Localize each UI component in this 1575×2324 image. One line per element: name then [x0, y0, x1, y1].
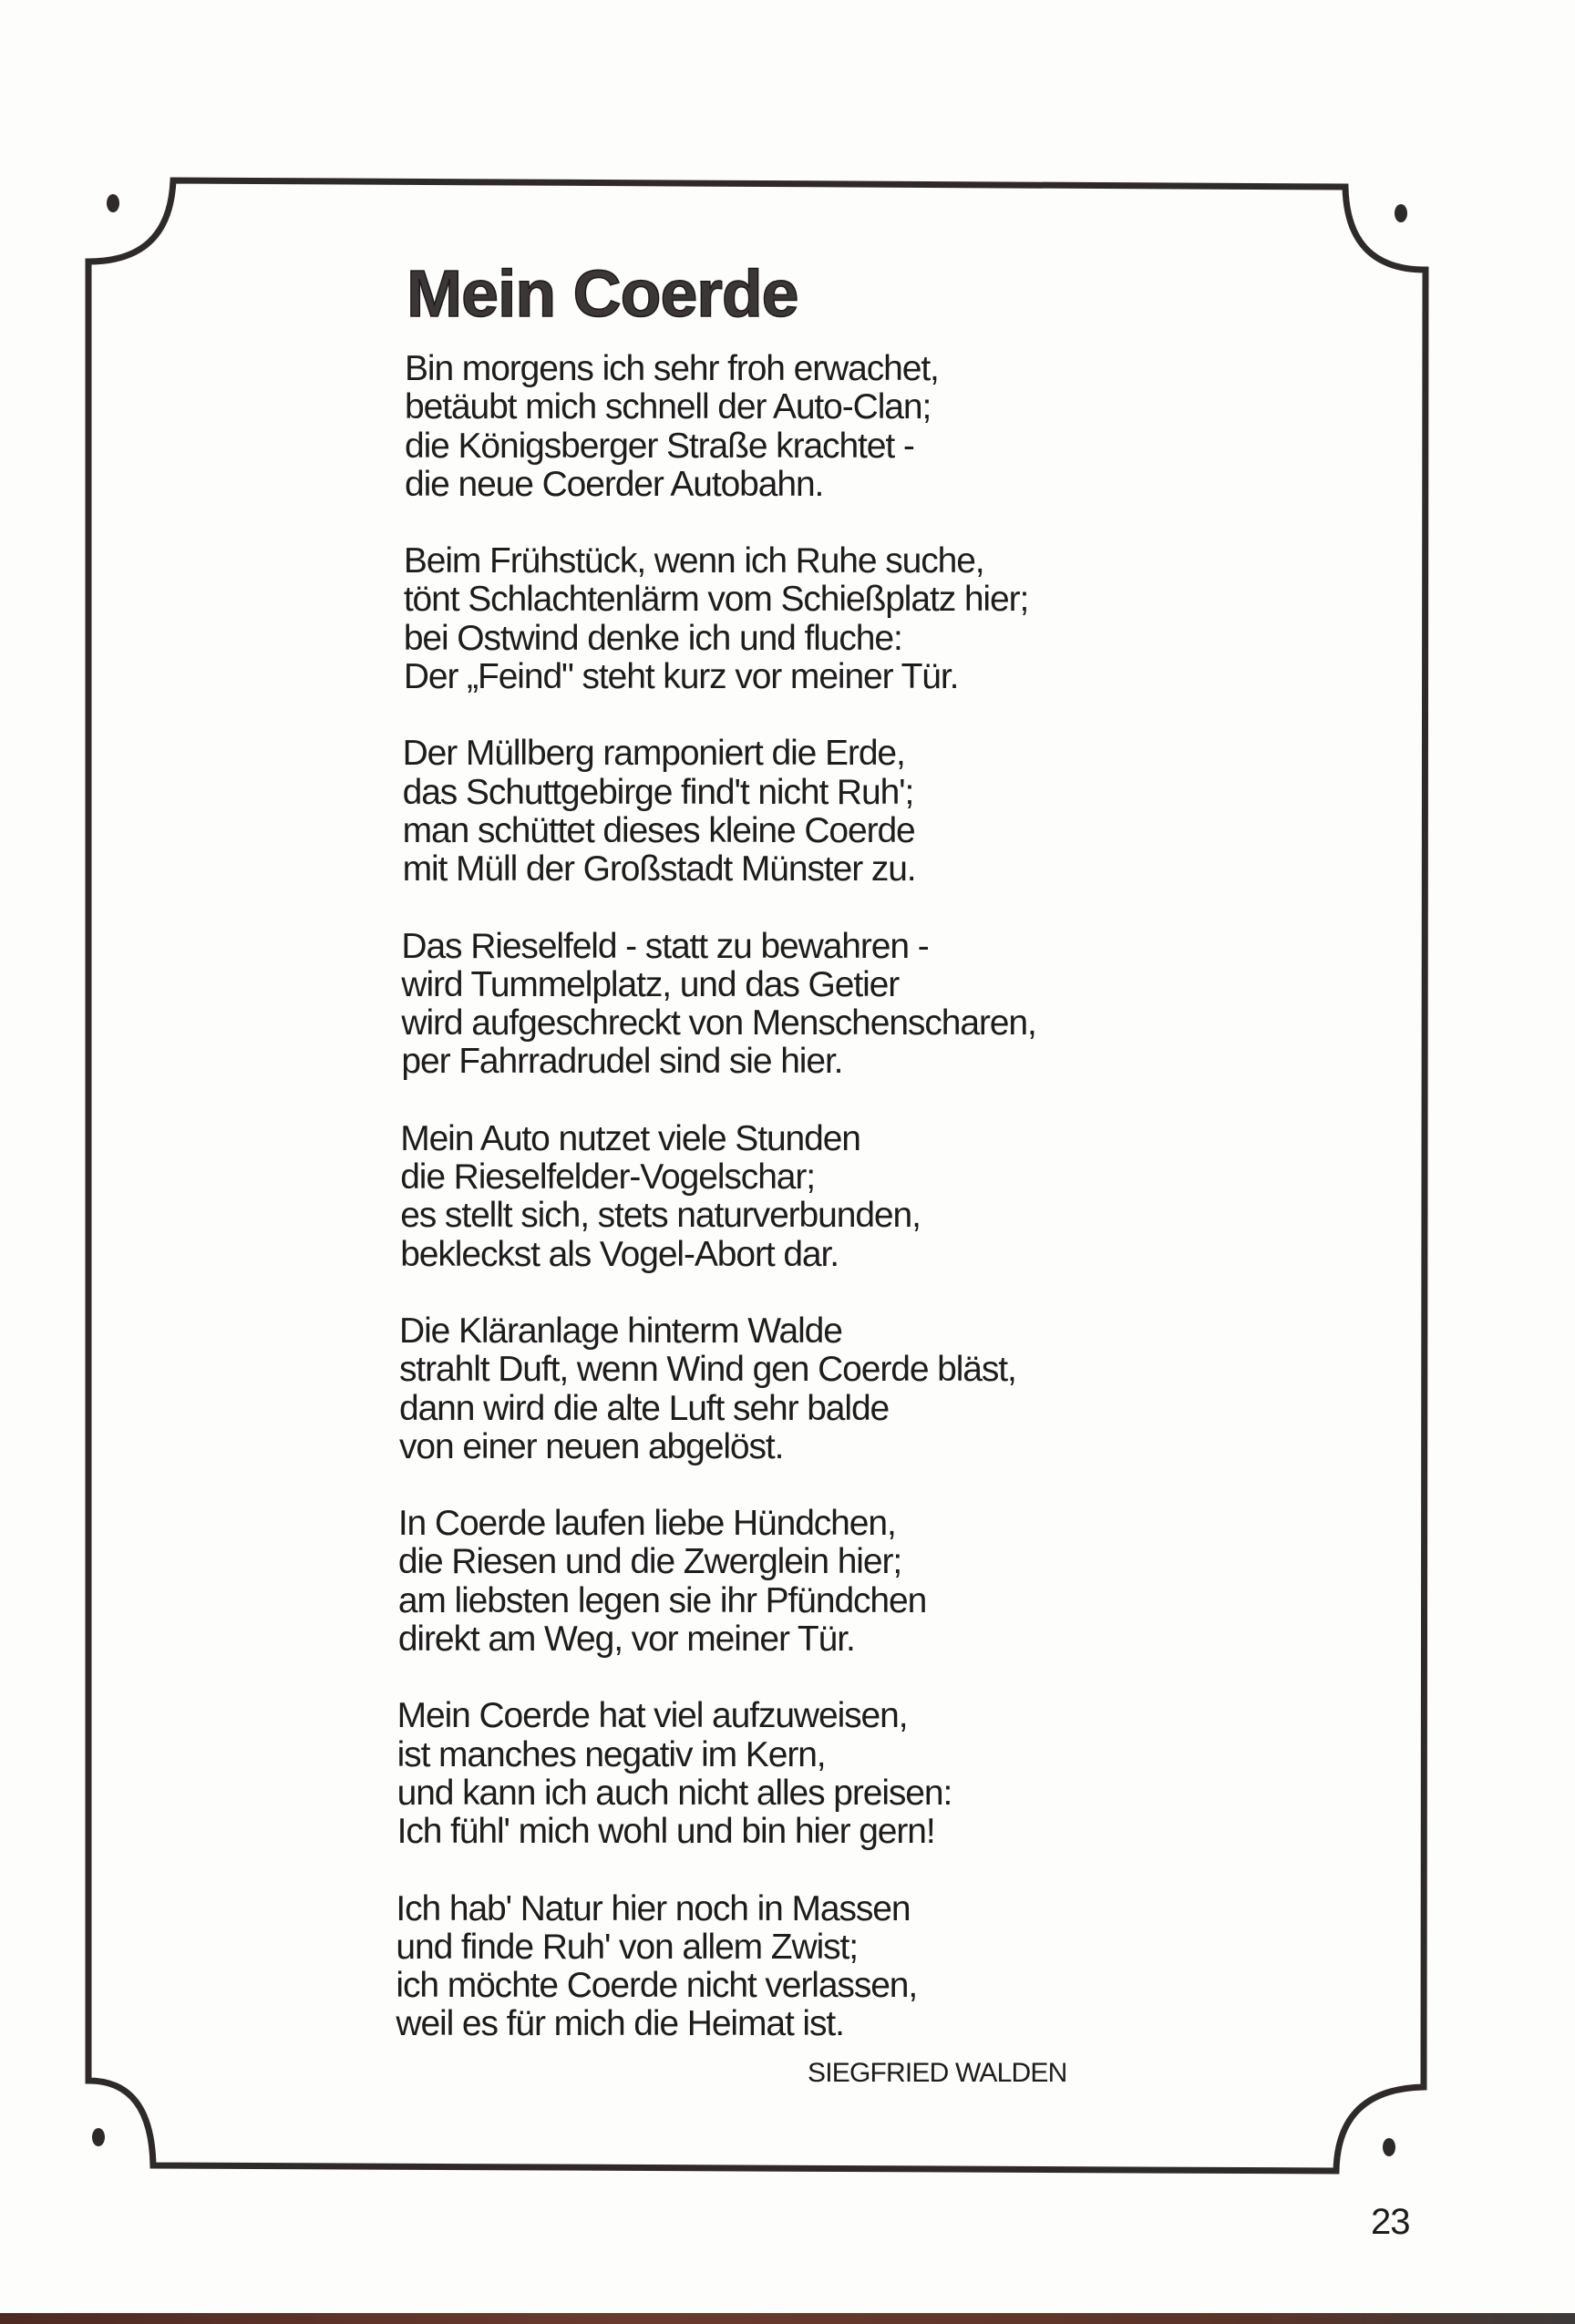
- poem-line: mit Müll der Großstadt Münster zu.: [402, 849, 916, 889]
- poem-line: Mein Coerde hat viel aufzuweisen,: [396, 1696, 908, 1736]
- corner-dot-bottom-right: [1383, 2138, 1395, 2156]
- stanza: [405, 350, 1225, 504]
- poem-line: die Riesen und die Zwerglein hier;: [397, 1542, 902, 1582]
- poem-line: wird Tummelplatz, und das Getier: [401, 964, 900, 1004]
- poem-author: SIEGFRIED WALDEN: [808, 2058, 1067, 2088]
- poem-line: das Schuttgebirge find't nicht Ruh';: [402, 772, 914, 812]
- poem-line: In Coerde laufen liebe Hündchen,: [397, 1504, 896, 1544]
- poem-body: [396, 349, 1225, 2082]
- corner-dot-top-right: [1395, 204, 1407, 222]
- poem-line: bekleckst als Vogel-Abort dar.: [400, 1234, 839, 1274]
- poem-line: betäubt mich schnell der Auto-Clan;: [405, 387, 932, 427]
- poem-line: wird aufgeschreckt von Menschenscharen,: [401, 1003, 1036, 1044]
- poem-line: Der „Feind" steht kurz vor meiner Tür.: [403, 657, 959, 697]
- scan-edge-bar: [0, 2313, 1575, 2324]
- stanza: [400, 1118, 1225, 1274]
- poem-line: die Rieselfelder-Vogelschar;: [400, 1157, 815, 1198]
- poem-line: und finde Ruh' von allem Zwist;: [396, 1927, 859, 1967]
- poem-line: Der Müllberg ramponiert die Erde,: [402, 734, 905, 774]
- stanza: [401, 926, 1225, 1082]
- poem-line: von einer neuen abgelöst.: [399, 1426, 784, 1466]
- poem-line: weil es für mich die Heimat ist.: [396, 2004, 844, 2044]
- poem-line: Ich fühl' mich wohl und bin hier gern!: [396, 1812, 935, 1852]
- poem-line: Mein Auto nutzet viele Stunden: [400, 1118, 860, 1158]
- page-number: 23: [1371, 2202, 1410, 2242]
- stanza: [405, 542, 1225, 696]
- poem-line: ich möchte Coerde nicht verlassen,: [396, 1966, 918, 2006]
- poem-line: Die Kläranlage hinterm Walde: [399, 1311, 842, 1351]
- poem-line: per Fahrradrudel sind sie hier.: [401, 1042, 843, 1082]
- stanza: [396, 1888, 1225, 2044]
- poem-line: bei Ostwind denke ich und fluche:: [403, 618, 902, 658]
- stanza: [397, 1504, 1225, 1660]
- stanza: [396, 1696, 1225, 1852]
- poem-line: und kann ich auch nicht alles preisen:: [396, 1773, 952, 1813]
- poem-line: strahlt Duft, wenn Wind gen Coerde bläst,: [399, 1350, 1016, 1390]
- poem-line: Das Rieselfeld - statt zu bewahren -: [401, 926, 929, 966]
- poem-line: es stellt sich, stets naturverbunden,: [400, 1196, 921, 1236]
- poem-line: direkt am Weg, vor meiner Tür.: [397, 1620, 855, 1660]
- poem-line: Bin morgens ich sehr froh erwachet,: [405, 349, 939, 388]
- corner-dot-bottom-left: [92, 2128, 105, 2146]
- poem-line: Ich hab' Natur hier noch in Massen: [396, 1888, 911, 1928]
- poem-title: Mein Coerde: [407, 258, 798, 331]
- poem-line: dann wird die alte Luft sehr balde: [399, 1388, 890, 1428]
- poem-line: Beim Frühstück, wenn ich Ruhe suche,: [403, 541, 984, 581]
- stanza: [402, 734, 1225, 889]
- poem-line: man schüttet dieses kleine Coerde: [402, 810, 915, 850]
- poem-line: am liebsten legen sie ihr Pfündchen: [397, 1580, 927, 1620]
- poem-line: ist manches negativ im Kern,: [396, 1734, 826, 1774]
- poem-line: die neue Coerder Autobahn.: [405, 464, 824, 504]
- stanza: [399, 1311, 1225, 1466]
- corner-dot-top-left: [107, 194, 119, 212]
- poem-line: tönt Schlachtenlärm vom Schießplatz hier;: [403, 580, 1029, 620]
- poem-line: die Königsberger Straße krachtet -: [405, 426, 914, 466]
